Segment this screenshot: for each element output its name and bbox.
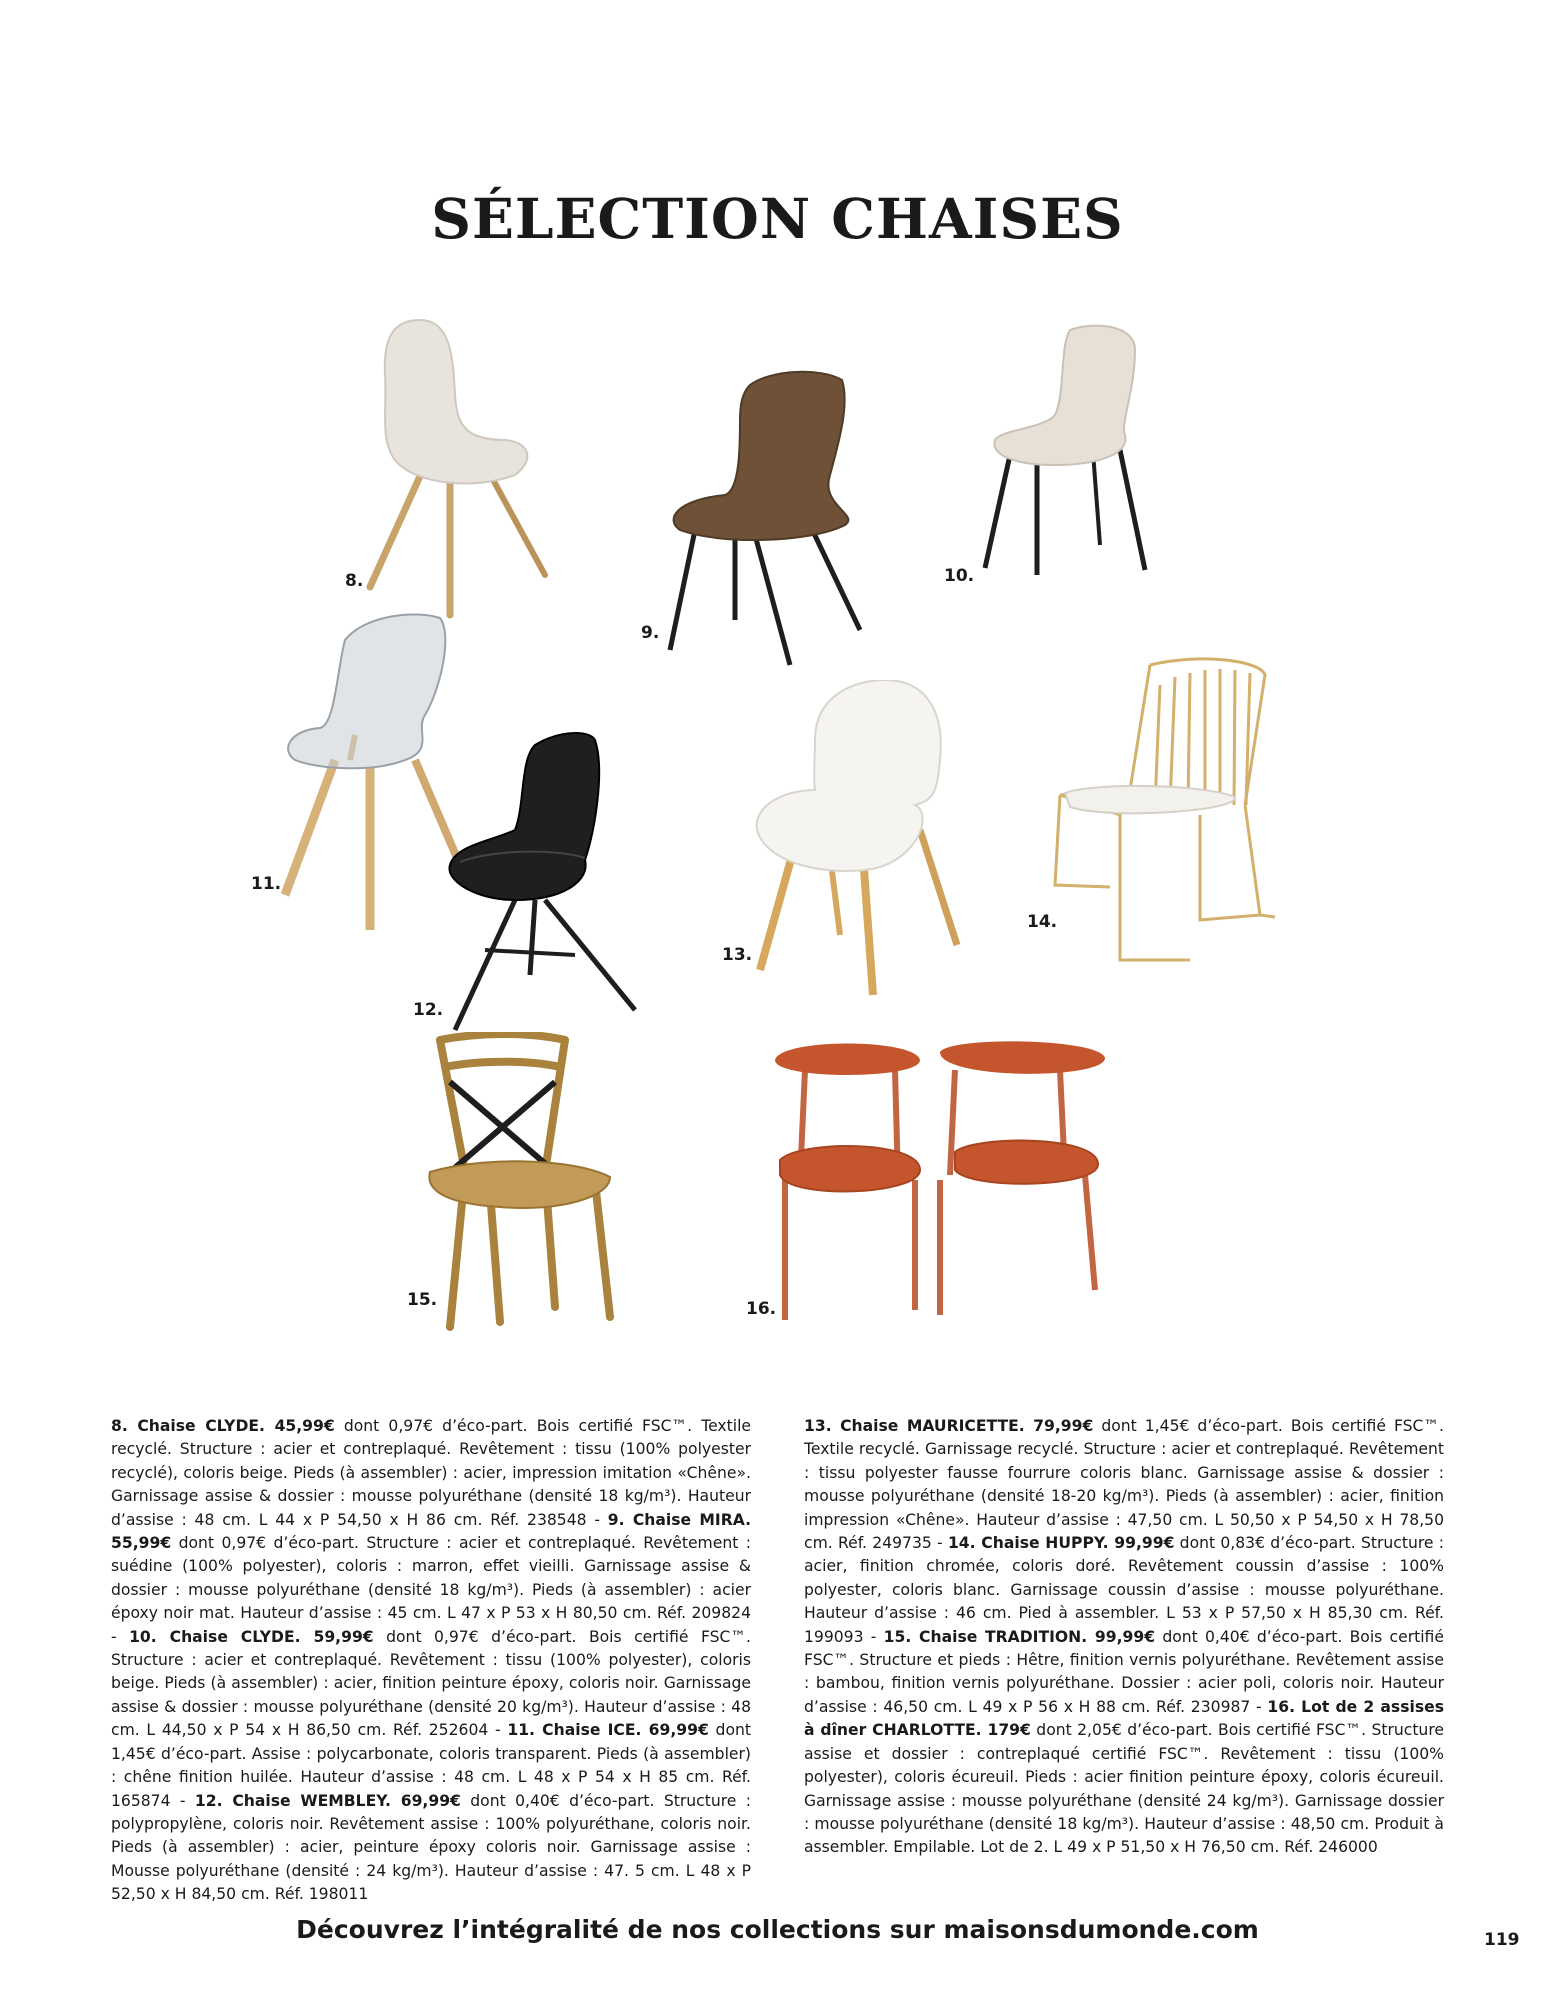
page-number: 119 — [1484, 1930, 1520, 1950]
product-heading: 16. Lot de 2 assises à dîner CHARLOTTE. 179€ — [804, 1697, 1444, 1740]
chair-12-image — [445, 730, 645, 1035]
product-heading: 12. Chaise WEMBLEY. 69,99€ — [194, 1791, 461, 1810]
page-title: SÉLECTION CHAISES — [431, 186, 1124, 251]
chair-8-image — [355, 315, 565, 625]
chair-11-number: 11. — [251, 874, 282, 894]
chair-15-image — [420, 1032, 620, 1332]
left-description-column — [111, 1415, 751, 1907]
product-description: dont 2,05€ d’éco-part. Bois certifié FSC™. Structure assise et dossier : contreplaqué certifié FSC™. Revêtement : tissu (100% polyester), coloris écureuil. Pieds : acier finition peinture époxy, coloris écureuil. Garnissage assise : mousse polyuréthane (densité 24 kg/m³). Garnissage dossier : mousse polyuréthane (densité 18 kg/m³). Hauteur d’assise : 48,50 cm. Produit à assembler. Empilable. Lot de 2. L 49 x P 51,50 x H 76,50 cm. Réf. 246000 — [804, 1721, 1444, 1857]
product-heading: 13. Chaise MAURICETTE. 79,99€ — [804, 1417, 1094, 1435]
chair-16-image — [770, 1040, 1115, 1325]
chair-8-number: 8. — [345, 571, 364, 591]
footer-cta: Découvrez l’intégralité de nos collections sur maisonsdumonde.com — [296, 1915, 1259, 1944]
chair-10-image — [975, 320, 1155, 585]
product-heading: 11. Chaise ICE. 69,99€ — [507, 1721, 709, 1740]
product-description: dont 0,97€ d’éco-part. Bois certifié FSC™. Structure : acier et contreplaqué. Revêtement : tissu (100% polyester), coloris beige. Pieds (à assembler) : acier, finition peinture époxy, coloris noir. Garnissage assise & dossier : mousse polyuréthane (densité 20 kg/m³). Hauteur d’assise : 48 cm. L 44,50 x P 54 x H 86,50 cm. Réf. 252604 - — [111, 1627, 751, 1740]
product-heading: 10. Chaise CLYDE. 59,99€ — [129, 1627, 374, 1646]
right-description-column — [804, 1415, 1444, 1860]
product-description: dont 1,45€ d’éco-part. Assise : polycarbonate, coloris transparent. Pieds (à assembler) : chêne finition huilée. Hauteur d’assise : 48 cm. L 48 x P 54 x H 85 cm. Réf. 165874 - — [111, 1721, 751, 1810]
product-description: dont 0,83€ d’éco-part. Structure : acier, finition chromée, coloris doré. Revêtement coussin d’assise : 100% polyester, coloris blanc. Garnissage coussin d’assise : mousse polyuréthane. Hauteur d’assise : 46 cm. Pied à assembler. L 53 x P 57,50 x H 85,30 cm. Réf. 199093 - — [804, 1534, 1444, 1646]
chair-13-number: 13. — [722, 945, 753, 965]
product-description: dont 0,40€ d’éco-part. Bois certifié FSC™. Structure et pieds : Hêtre, finition vernis polyuréthane. Revêtement assise : bambou, finition vernis polyuréthane. Dossier : acier poli, coloris noir. Hauteur d’assise : 46,50 cm. L 49 x P 56 x H 88 cm. Réf. 230987 - — [804, 1627, 1444, 1716]
product-description: dont 1,45€ d’éco-part. Bois certifié FSC™. Textile recyclé. Garnissage recyclé. Structure : acier et contreplaqué. Revêtement : tissu polyester fausse fourrure coloris blanc. Garnissage assise & dossier : mousse polyuréthane (densité 18-20 kg/m³). Pieds (à assembler) : acier, finition impression «Chêne». Hauteur d’assise : 47,50 cm. L 50,50 x P 54,50 x H 78,50 cm. Réf. 249735 - — [804, 1417, 1444, 1553]
product-heading: 8. Chaise CLYDE. 45,99€ — [111, 1417, 335, 1435]
product-heading: 15. Chaise TRADITION. 99,99€ — [883, 1627, 1156, 1646]
chair-9-number: 9. — [641, 623, 660, 643]
chair-16-number: 16. — [746, 1299, 777, 1319]
chair-10-number: 10. — [944, 566, 975, 586]
chair-12-number: 12. — [413, 1000, 444, 1020]
product-description: dont 0,97€ d’éco-part. Structure : acier et contreplaqué. Revêtement : suédine (100% polyester), coloris : marron, effet vieilli. Garnissage assise & dossier : mousse polyuréthane (densité 18 kg/m³). Pieds (à assembler) : acier époxy noir mat. Hauteur d’assise : 45 cm. L 47 x P 53 x H 80,50 cm. Réf. 209824 - — [111, 1534, 751, 1646]
product-heading: 9. Chaise MIRA. 55,99€ — [111, 1510, 751, 1553]
chair-14-image — [1050, 655, 1275, 975]
chair-9-image — [660, 365, 880, 670]
chair-13-image — [745, 680, 970, 1005]
chair-14-number: 14. — [1027, 912, 1058, 932]
product-heading: 14. Chaise HUPPY. 99,99€ — [947, 1534, 1175, 1553]
product-description: dont 0,97€ d’éco-part. Bois certifié FSC™. Textile recyclé. Structure : acier et contreplaqué. Revêtement : tissu (100% polyester recyclé), coloris beige. Pieds (à assembler) : acier, impression imitation «Chêne». Garnissage assise & dossier : mousse polyuréthane (densité 18 kg/m³). Hauteur d’assise : 48 cm. L 44 x P 54,50 x H 86 cm. Réf. 238548 - — [111, 1417, 751, 1529]
chair-15-number: 15. — [407, 1290, 438, 1310]
product-description: dont 0,40€ d’éco-part. Structure : polypropylène, coloris noir. Revêtement assise : 100% polyuréthane, coloris noir. Pieds (à assembler) : acier, peinture époxy coloris noir. Garnissage assise : Mousse polyuréthane (densité : 24 kg/m³). Hauteur d’assise : 47. 5 cm. L 48 x P 52,50 x H 84,50 cm. Réf. 198011 — [111, 1791, 751, 1904]
